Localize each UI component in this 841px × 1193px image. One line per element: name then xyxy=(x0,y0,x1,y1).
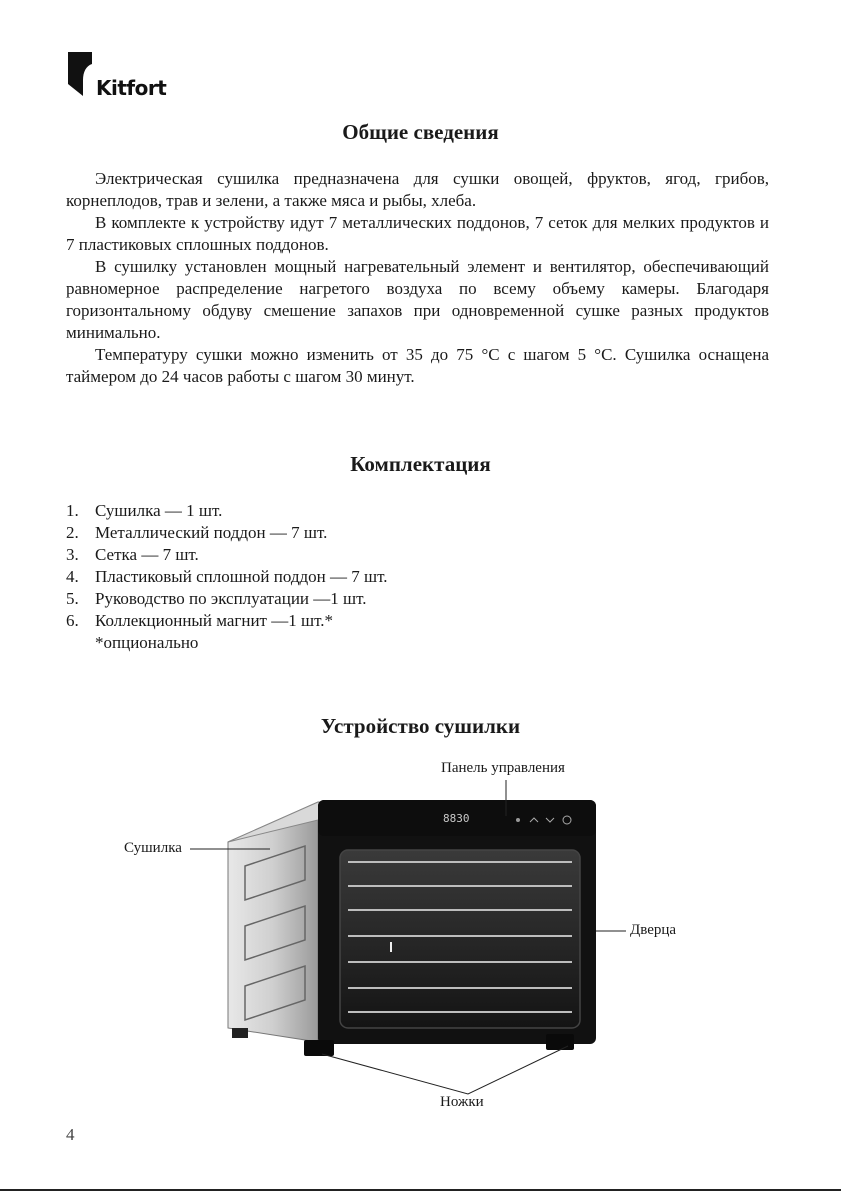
list-text: Сетка — 7 шт. xyxy=(95,545,199,564)
section-title-general: Общие сведения xyxy=(342,120,499,144)
list-text: Сушилка — 1 шт. xyxy=(95,501,223,520)
foot-back xyxy=(232,1028,248,1038)
list-text: Пластиковый сплошной поддон — 7 шт. xyxy=(95,567,388,586)
section-title-contents: Комплектация xyxy=(350,452,491,476)
paragraph-3: В сушилку установлен мощный нагревательный элемент и вентилятор, обеспечивающий равномерное распределение нагретого воздуха по всему объему камеры. Благодаря горизонтальному обдуву смешение запахов при одновременной сушке разных продуктов минимально. xyxy=(66,257,769,342)
display-readout: 8830 xyxy=(443,812,470,825)
section-title-device: Устройство сушилки xyxy=(320,714,521,738)
paragraph-2: В комплекте к устройству идут 7 металлических поддонов, 7 сеток для мелких продуктов и 7 пластиковых сплошных поддонов. xyxy=(66,213,769,254)
list-number: 2. xyxy=(66,523,79,542)
bottom-rule xyxy=(0,1189,841,1191)
door-glass xyxy=(340,850,580,1028)
label-feet: Ножки xyxy=(440,1094,484,1110)
list-number: 5. xyxy=(66,589,79,608)
foot-left xyxy=(304,1040,334,1056)
page-number: 4 xyxy=(66,1125,75,1144)
label-dryer: Сушилка xyxy=(124,840,182,856)
paragraph-1: Электрическая сушилка предназначена для сушки овощей, фруктов, ягод, грибов, корнеплодов, трав и зелени, а также мяса и рыбы, хлеба. xyxy=(66,169,769,210)
foot-right xyxy=(546,1034,574,1050)
list-number: 1. xyxy=(66,501,79,520)
brand-name: Kitfort xyxy=(96,76,167,100)
list-text: Руководство по эксплуатации —1 шт. xyxy=(95,589,367,608)
label-door: Дверца xyxy=(630,922,677,938)
list-text: Коллекционный магнит —1 шт.* xyxy=(95,611,333,630)
list-footnote: *опционально xyxy=(95,633,199,652)
list-number: 6. xyxy=(66,611,79,630)
list-number: 3. xyxy=(66,545,79,564)
list-number: 4. xyxy=(66,567,79,586)
list-text: Металлический поддон — 7 шт. xyxy=(95,523,328,542)
label-control-panel: Панель управления xyxy=(441,760,565,776)
paragraph-4: Температуру сушки можно изменить от 35 до 75 °С с шагом 5 °С. Сушилка оснащена таймером до 24 часов работы с шагом 30 минут. xyxy=(66,345,769,386)
